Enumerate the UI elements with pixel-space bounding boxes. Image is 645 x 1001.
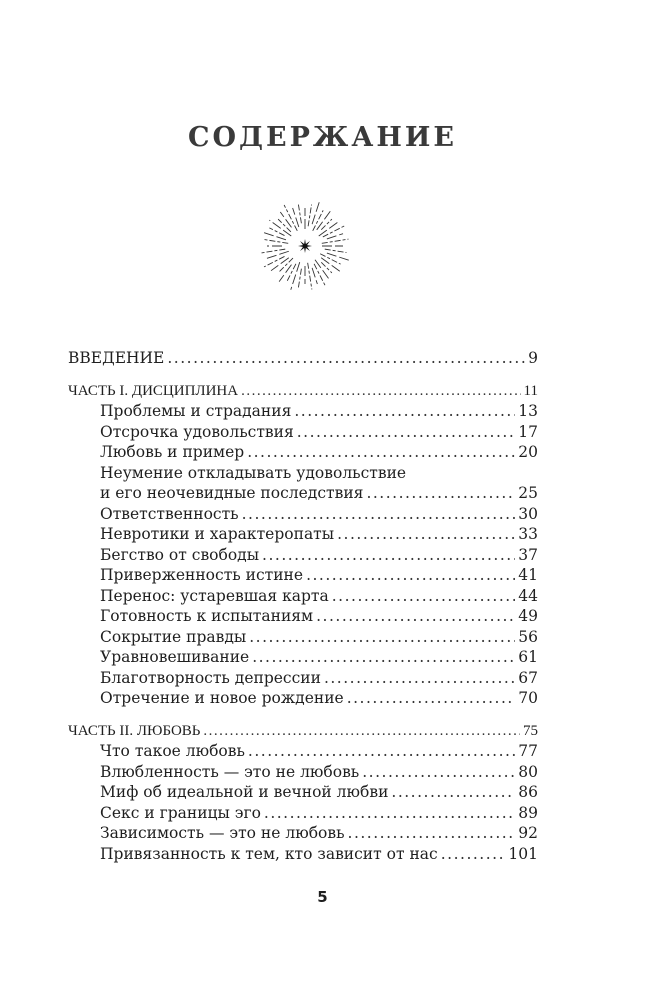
toc-entry[interactable]: Приверженность истине ..... 41 <box>68 565 538 586</box>
toc-entry[interactable]: Сокрытие правды ..... 56 <box>68 627 538 648</box>
toc-entry[interactable]: Уравновешивание ..... 61 <box>68 647 538 668</box>
toc-entry[interactable]: Миф об идеальной и вечной любви ..... 86 <box>68 782 538 803</box>
page-title: СОДЕРЖАНИЕ <box>188 122 457 153</box>
toc-entry[interactable]: Секс и границы эго ..... 89 <box>68 803 538 824</box>
toc-entry-intro[interactable]: ВВЕДЕНИЕ ..... 9 <box>68 348 538 369</box>
table-of-contents <box>68 348 538 864</box>
toc-entry[interactable]: Привязанность к тем, кто зависит от нас ..... 101 <box>68 844 538 865</box>
toc-part-heading[interactable]: ЧАСТЬ II. ЛЮБОВЬ ..... 75 <box>68 721 538 742</box>
toc-part2-list <box>68 741 538 864</box>
toc-entry[interactable]: Невротики и характеропаты ..... 33 <box>68 524 538 545</box>
toc-entry[interactable]: Отречение и новое рождение ..... 70 <box>68 688 538 709</box>
toc-entry[interactable]: Зависимость — это не любовь ..... 92 <box>68 823 538 844</box>
toc-entry[interactable]: Перенос: устаревшая карта ..... 44 <box>68 586 538 607</box>
toc-entry[interactable]: Бегство от свободы ..... 37 <box>68 545 538 566</box>
toc-part1-list <box>68 401 538 709</box>
sunburst-ornament-icon <box>257 198 353 294</box>
toc-entry-line[interactable]: Неумение откладывать удовольствие <box>100 463 407 482</box>
toc-entry[interactable]: Проблемы и страдания ..... 13 <box>68 401 538 422</box>
toc-entry[interactable]: Благотворность депрессии ..... 67 <box>68 668 538 689</box>
page-number: 5 <box>317 888 328 906</box>
toc-entry[interactable]: Влюбленность — это не любовь ..... 80 <box>68 762 538 783</box>
toc-entry[interactable]: Ответственность ..... 30 <box>68 504 538 525</box>
toc-entry[interactable]: и его неочевидные последствия ..... 25 <box>68 483 538 504</box>
toc-part-heading[interactable]: ЧАСТЬ I. ДИСЦИПЛИНА ..... 11 <box>68 381 538 402</box>
toc-entry[interactable]: Готовность к испытаниям ..... 49 <box>68 606 538 627</box>
toc-entry[interactable]: Отсрочка удовольствия ..... 17 <box>68 422 538 443</box>
toc-entry[interactable]: Что такое любовь ..... 77 <box>68 741 538 762</box>
toc-entry[interactable]: Любовь и пример ..... 20 <box>68 442 538 463</box>
